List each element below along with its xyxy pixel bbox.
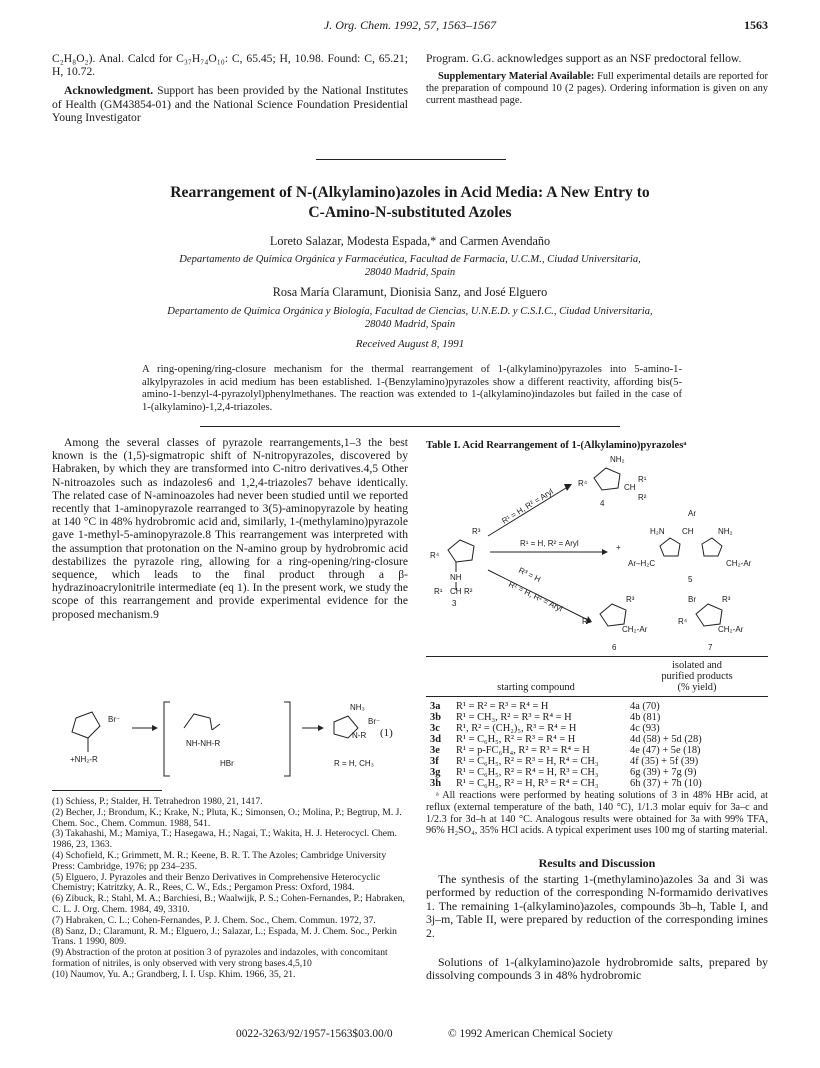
ar-label-5: Ar: [688, 509, 696, 518]
hydrazino-label: NH-NH-R: [186, 739, 221, 748]
r1-label: R¹: [434, 587, 443, 596]
table-row: [426, 734, 786, 745]
abstract: A ring-opening/ring-closure mechanism for the thermal rearrangement of 1-(alkylamino)pyrazoles into 5-amino-1-alkylpyrazoles in acid medium has been established. 1-(Benzylamino)pyrazoles show a different reactivity, affording bis(5-amino-1-benzyl-4-pyrazolyl)phenylmethanes. The reaction was extended to 1-(alkylamino)indazoles but failed in the case of 1-(alkylamino)-1,2,4-triazoles.: [142, 364, 682, 413]
products-cell: 6h (37) + 7h (10): [630, 778, 702, 789]
affiliation-1: [60, 254, 760, 279]
hbr-label: HBr: [220, 759, 234, 768]
running-header: [0, 18, 820, 38]
affiliation-1-line-2: 28040 Madrid, Spain: [364, 266, 456, 278]
pyrazolium-ring: [72, 712, 100, 738]
authors-group-2: Rosa María Claramunt, Dionisia Sanz, and José Elguero: [272, 285, 548, 299]
arrow-low-condition-2: R¹ = H, R² = Aryl: [507, 579, 564, 614]
substituents-cell: R¹ = R² = R³ = R⁴ = H: [456, 701, 549, 712]
reference-item: (10) Naumov, Yu. A.; Grandberg, I. I. Usp. Khim. 1966, 35, 21.: [52, 968, 296, 980]
nr-label: N-R: [352, 731, 367, 740]
substituents-cell: R¹ = C₆H₅, R² = H, R³ = R⁴ = CH₃: [456, 778, 599, 789]
h2n-label-5: H₂N: [650, 527, 665, 536]
compound-id-cell: 3g: [430, 767, 441, 778]
compound-5-number: 5: [688, 575, 693, 584]
bromide-label-1: Br⁻: [108, 715, 121, 724]
acknowledgment-text: Support has been provided by the National Institutes of Health (GM43854-01) and the National Science Foundation Presidential Young Investigator: [52, 84, 408, 124]
pyrazole-5a-ring: [660, 538, 680, 556]
abstract-rule: [200, 426, 620, 427]
footer-code: 0022-3263/92/1957-1563$03.00/0: [236, 1028, 393, 1040]
table-row: [426, 701, 786, 712]
products-cell: 6g (39) + 7g (9): [630, 767, 697, 778]
article-title: [60, 183, 760, 223]
table-row: [426, 723, 786, 734]
compound-id-cell: 3d: [430, 734, 441, 745]
arrow-top-condition: R¹ = H, R² = Aryl: [500, 486, 555, 526]
products-cell: 4e (47) + 5e (18): [630, 745, 701, 756]
results-paragraph-1: The synthesis of the starting 1-(methylamino)azoles 3a and 3i was performed by reduction of the corresponding N-formamido derivatives 1. The remaining 1-(alkylamino)azoles, compounds 3b–h, Table I, and 3j–m, Table II, were prepared by reduction of the corresponding imines 2.: [426, 872, 768, 940]
results-paragraph-2: Solutions of 1-(alkylamino)azole hydrobromide salts, prepared by dissolving compounds 3 in 48% hydrobromic: [426, 955, 768, 983]
substituents-cell: R¹ = C₆H₅, R² = R³ = R⁴ = H: [456, 734, 576, 745]
table-top-rule: [426, 656, 768, 657]
r2-label-4: R²: [638, 493, 647, 502]
substituents-cell: R¹ = p-FC₆H₄, R² = R³ = R⁴ = H: [456, 745, 590, 756]
bromide-label-2: Br⁻: [368, 717, 381, 726]
references-list: [52, 797, 408, 981]
affiliation-2-line-1: Departamento de Química Orgánica y Biología, Facultad de Ciencias, U.N.E.D. y C.S.I.C., Ciudad Universitaria,: [167, 306, 653, 317]
nh2-label-5: NH₂: [718, 527, 733, 536]
open-chain-intermediate: [184, 714, 212, 730]
reference-item: (4) Schofield, K.; Grimmett, M. R.; Keene, B. R. T. The Azoles; Cambridge University Press: Cambridge, 1976; pp 234–235.: [52, 849, 387, 872]
reference-item: (8) Sanz, D.; Claramunt, R. M.; Elguero, J.; Salazar, L.; Espada, M. J. Chem. Soc., Perkin Trans. 1 1990, 809.: [52, 925, 397, 948]
arh2c-label-5: Ar–H₂C: [628, 559, 656, 568]
substituents-cell: R¹ = C₆H₅, R² = R³ = H, R⁴ = CH₃: [456, 756, 599, 767]
compound-4-number: 4: [600, 499, 605, 508]
r4-label: R⁴: [430, 551, 440, 560]
pyrazole-7-ring: [696, 604, 722, 626]
table-1: [426, 656, 768, 789]
compound-id-cell: 3f: [430, 756, 439, 767]
acknowledgment-label: Acknowledgment.: [64, 84, 154, 98]
r4-label-6: R⁴: [582, 617, 592, 626]
bracket-left: [164, 702, 170, 776]
reference-item: (1) Schiess, P.; Stalder, H. Tetrahedron 1980, 21, 1417.: [52, 796, 263, 807]
products-cell: 4d (58) + 5d (28): [630, 734, 702, 745]
compound-id-cell: 3c: [430, 723, 440, 734]
footnote-rule: [52, 790, 162, 791]
nh2r-label: +NH₂-R: [70, 755, 98, 764]
compound-3-number: 3: [452, 599, 457, 608]
table-row: [426, 745, 786, 756]
program-text: Program. G.G. acknowledges support as an NSF predoctoral fellow.: [426, 52, 742, 65]
table-caption: Table I. Acid Rearrangement of 1-(Alkylamino)pyrazolesᵃ: [426, 440, 687, 451]
br-label-7: Br: [688, 595, 696, 604]
reference-item: (7) Habraken, C. L.; Cohen-Fernandes, P. J. Chem. Soc., Chem. Commun. 1972, 37.: [52, 914, 376, 926]
table-row: [426, 756, 786, 767]
r4-label-7: R⁴: [678, 617, 688, 626]
authors-group-1: Loreto Salazar, Modesta Espada,* and Carmen Avendaño: [269, 234, 551, 248]
ch2ar-label-7: CH₂-Ar: [718, 625, 744, 634]
pyrazole-4-ring: [594, 468, 620, 490]
pyrazole-5b-ring: [702, 538, 722, 556]
equation-number: (1): [380, 727, 393, 739]
prev-article-left: [52, 52, 408, 124]
affiliation-2: [60, 306, 760, 331]
ch-label-5: CH: [682, 527, 694, 536]
compound-id-cell: 3e: [430, 745, 440, 756]
r3-label: R³: [472, 527, 481, 536]
intro-paragraph: Among the several classes of pyrazole rearrangements,1–3 the best known is the (1,5)-sigmatropic shift of N-nitropyrazoles, discovered by Habraken, by which they are transformed into C-nitro derivatives.4,5 Other N-nitroazoles such as indazoles6 and 1,2,4-triazoles7 behave identically. The related case of N-aminoazoles had never been studied until we reported recently that 1-aminopyrazole rearranged to 3(5)-aminopyrazole by heating at 140 °C in 48% hydrobromic acid and, similarly, 1-(methylamino)pyrazole gave 1-methyl-5-aminopyrazole.8 This rearrangement was interpreted with the assumption that protonation on the N-amino group by hydrobromic acid destabilizes the pyrazole ring, allowing for a ring-opening/ring-closure sequence, which leads to the final product through a β-hydrazinoacrylonitrile intermediate (eq 1). In the present work, we study the scope of this rearrangement and provide experimental evidence for the proposed mechanism.9: [52, 436, 408, 621]
prev-article-right: [426, 52, 768, 107]
products-cell: 4c (93): [630, 723, 660, 734]
plus-sign: +: [616, 543, 621, 552]
pyrazole-3-ring: [448, 540, 474, 562]
pyrazole-6-ring: [600, 604, 626, 626]
header-line-3: (% yield): [677, 682, 717, 693]
ch-label: CH: [450, 587, 462, 596]
footer-copyright: © 1992 American Chemical Society: [448, 1028, 613, 1040]
table-footnote: ᵃ All reactions were performed by heating solutions of 3 in 48% HBr acid, at reflux (external temperature of the bath, 140 °C), 1/1.3 molar equiv for 3a–c and 1/2.3 for 3d–h at 140 °C. Analogous results were obtained for 3a with 99% TFA, 96% H₂SO₄, 35% HCl acids. A typical experiment uses 100 mg of starting material.: [426, 790, 768, 837]
arrowhead-to-4-5: [602, 549, 608, 555]
products-cell: 4b (81): [630, 712, 661, 723]
ch2ar-label-6: CH₂-Ar: [622, 625, 648, 634]
nh2-label-4: NH₂: [610, 455, 625, 464]
ch2ar-label-5: CH₂-Ar: [726, 559, 752, 568]
products-cell: 4a (70): [630, 701, 660, 712]
results-heading: Results and Discussion: [538, 856, 656, 870]
r4-label-4: R⁴: [578, 479, 588, 488]
arrow-low-condition-1: R³ = H: [517, 565, 543, 585]
r3-label-7: R³: [722, 595, 731, 604]
affiliation-2-line-2: 28040 Madrid, Spain: [364, 318, 456, 330]
r2-label: R²: [464, 587, 473, 596]
compound-id-cell: 3a: [430, 701, 441, 712]
substituents-cell: R¹ = CH₃, R² = R³ = R⁴ = H: [456, 712, 572, 723]
compound-id-cell: 3h: [430, 778, 441, 789]
table-row: [426, 767, 786, 778]
products-cell: 4f (35) + 5f (39): [630, 756, 699, 767]
table-row: [426, 712, 786, 723]
table-col-header-products: [626, 660, 768, 693]
reference-item: (2) Becher, J.; Brondum, K.; Krake, N.; Pluta, K.; Simonsen, O.; Molina, P.; Begtrup, M. J. Chem. Soc., Chem. Commun. 1988, 541.: [52, 806, 402, 829]
reference-item: (9) Abstraction of the proton at position 3 of pyrazoles and indazoles, with concomitant formation of nitriles, is only observed with very strong bases.4,5,10: [52, 947, 388, 969]
supplementary-paragraph: [426, 71, 768, 106]
title-line-1: Rearrangement of N-(Alkylamino)azoles in Acid Media: A New Entry to: [170, 184, 650, 201]
compound-6-number: 6: [612, 643, 617, 652]
compound-id-cell: 3b: [430, 712, 441, 723]
header-line-1: isolated and: [672, 660, 722, 671]
compound-7-number: 7: [708, 643, 713, 652]
reference-item: (5) Elguero, J. Pyrazoles and their Benzo Derivatives in Comprehensive Heterocyclic Chemistry; Katritzky, A. R., Rees, C. W., Eds.; Pergamon Press: Oxford, 1984.: [52, 871, 381, 894]
received-date: Received August 8, 1991: [355, 338, 465, 350]
article-separator-rule: [316, 159, 506, 160]
arrow-mid-condition: R¹ = H, R² = Aryl: [520, 539, 579, 548]
r-definition-label: R = H, CH₃: [334, 759, 374, 768]
affiliation-1-line-1: Departamento de Química Orgánica y Farmacéutica, Facultad de Farmacia, U.C.M., Ciudad Universitaria,: [179, 254, 641, 265]
ch-label-4: CH: [624, 483, 636, 492]
journal-citation: J. Org. Chem. 1992, 57, 1563–1567: [323, 18, 497, 32]
header-line-2: purified products: [661, 671, 733, 682]
r1-label-4: R¹: [638, 475, 647, 484]
substituents-cell: R¹ = C₆H₅, R² = R⁴ = H, R³ = CH₃: [456, 767, 599, 778]
table-header-rule: [426, 696, 768, 697]
reference-item: (6) Zibuck, R.; Stahl, M. A.; Barchiesi, B.; Waalwijk, P. S.; Cohen-Fernandes, P.; Habraken, C. L. J. Org. Chem. 1984, 49, 3310.: [52, 893, 405, 915]
arrowhead-to-4: [564, 484, 572, 491]
supplementary-label: Supplementary Material Available:: [438, 71, 595, 83]
table-row: [426, 778, 786, 789]
substituents-cell: R¹, R² = (CH₂)₅, R³ = R⁴ = H: [456, 723, 577, 734]
table-reaction-scheme: [426, 454, 768, 654]
r3-label-6: R³: [626, 595, 635, 604]
eq-arrowhead-1: [152, 725, 158, 731]
page-number: 1563: [744, 18, 768, 32]
reference-item: (3) Takahashi, M.; Mamiya, T.; Hasegawa, H.; Nagai, T.; Wakita, H. J. Heterocycl. Chem. 1986, 23, 1363.: [52, 828, 397, 851]
analysis-text: C₂H₈O₂). Anal. Calcd for C₃₇H₇₄O₁₀: C, 65.45; H, 10.98. Found: C, 65.21; H, 10.72.: [52, 52, 408, 79]
eq-arrowhead-2: [318, 725, 324, 731]
nh3-label: NH₃: [350, 703, 365, 712]
bracket-right: [284, 702, 290, 776]
title-line-2: C-Amino-N-substituted Azoles: [308, 204, 512, 221]
arrow-to-4: [488, 488, 566, 536]
equation-1-scheme: [52, 696, 408, 780]
supplementary-text: Full experimental details are reported for the preparation of compound 10 (2 pages). Ordering information is given on any current masthead page.: [426, 71, 768, 106]
nitrile-bond: [212, 724, 220, 730]
acknowledgment-paragraph: [52, 84, 408, 124]
table-col-header-starting: starting compound: [497, 682, 575, 693]
nh-label: NH: [450, 573, 462, 582]
